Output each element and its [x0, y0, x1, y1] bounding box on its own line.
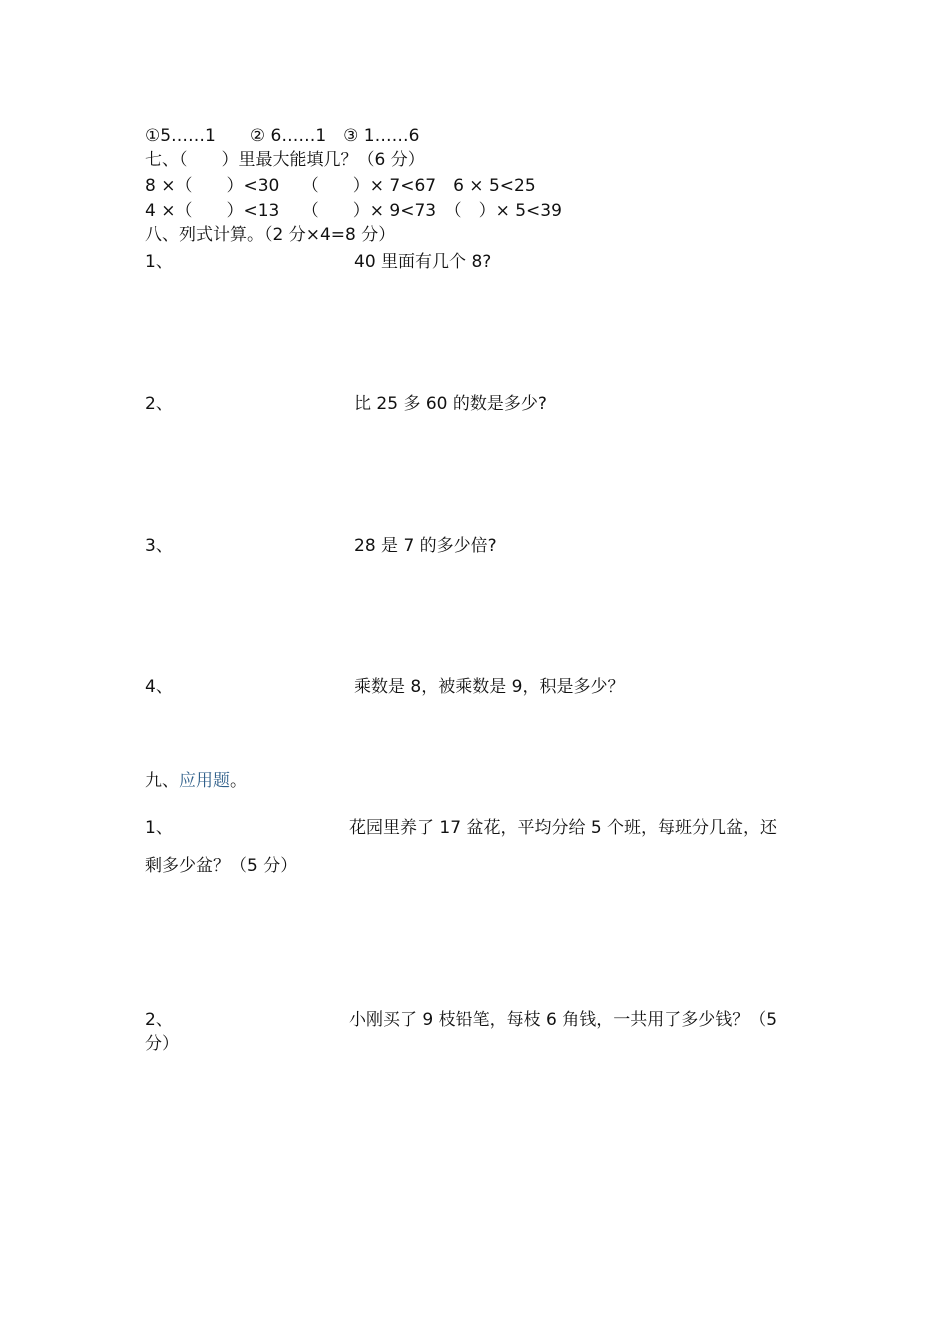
item-number: 2、: [145, 1010, 173, 1030]
item-question-line2: 剩多少盆？（5 分）: [145, 856, 298, 876]
item-question: 40 里面有几个 8?: [354, 252, 492, 272]
section7-row-1: 8 ×（ ）<30 （ ）× 7<67 6 × 5<25: [145, 176, 536, 196]
section9-prefix: 九、: [145, 771, 179, 791]
section7-title: 七、（ ）里最大能填几？（6 分）: [145, 150, 425, 170]
options-line: ①5……1 ② 6……1 ③ 1……6: [145, 126, 420, 146]
section8-title: 八、列式计算。（2 分×4=8 分）: [145, 225, 396, 245]
item-number: 4、: [145, 677, 173, 697]
item-number: 1、: [145, 818, 173, 838]
item-question-line1: 小刚买了 9 枝铅笔，每枝 6 角钱，一共用了多少钱？（5: [349, 1010, 778, 1030]
item-question: 比 25 多 60 的数是多少?: [354, 394, 547, 414]
section9-title-text: 应用题: [179, 771, 230, 791]
item-question: 28 是 7 的多少倍?: [354, 536, 497, 556]
item-question-line1: 花园里养了 17 盆花，平均分给 5 个班，每班分几盆，还: [349, 818, 778, 838]
item-number: 2、: [145, 394, 173, 414]
section7-row-2: 4 ×（ ）<13 （ ）× 9<73 （ ）× 5<39: [145, 201, 562, 221]
section9-suffix: 。: [230, 771, 247, 791]
item-number: 1、: [145, 252, 173, 272]
item-number: 3、: [145, 536, 173, 556]
item-question: 乘数是 8，被乘数是 9，积是多少？: [354, 677, 625, 697]
item-question-line2: 分）: [145, 1034, 179, 1054]
section9-title: [145, 773, 247, 790]
